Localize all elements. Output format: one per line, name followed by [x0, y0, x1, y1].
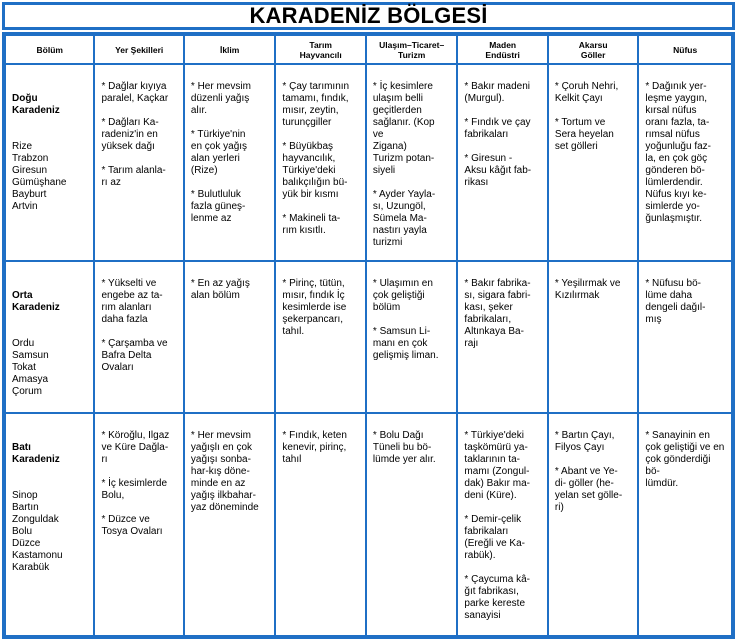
column-header-tarim: Tarım Hayvancılı: [275, 35, 365, 64]
page-title: KARADENİZ BÖLGESİ: [249, 3, 488, 28]
table-cell: [184, 261, 276, 413]
table-cell: [94, 64, 183, 261]
cell-text: * Fındık, keten kenevir, pirinç, tahıl: [282, 430, 347, 465]
cell-text: * Yükselti ve engebe az ta- rım alanları daha fazla * Çarşamba ve Bafra Delta Ovaları: [101, 278, 168, 373]
column-header-akarsu: Akarsu Göller: [548, 35, 638, 64]
region-cell: [5, 413, 94, 636]
table-cell: [184, 413, 276, 636]
cell-text: * Dağınık yer- leşme yaygın, kırsal nüfus oranı fazla, ta- rımsal nüfus yoğunluğu faz- la, en çok göç gönderen bö- lümlerdendir. Nüfus kıyı ke- simlerde yo- ğunlaşmıştır.: [645, 81, 711, 224]
region-cell: [5, 261, 94, 413]
cell-text: * Ulaşımın en çok geliştiği bölüm * Samsun Li- manı en çok gelişmiş liman.: [372, 278, 439, 361]
cell-text: * En az yağış alan bölüm: [190, 278, 250, 301]
cell-text: * Bakır madeni (Murgul). * Fındık ve çay fabrikaları * Giresun - Aksu kâğıt fab- rikası: [464, 81, 532, 188]
table-row: [5, 64, 732, 261]
table-row: [5, 261, 732, 413]
table-cell: [638, 413, 732, 636]
cell-text: * Bartın Çayı, Filyos Çayı * Abant ve Ye- di- göller (he- yelan set gölle- ri): [554, 430, 623, 513]
table-cell: [184, 64, 276, 261]
province-list: Rize Trabzon Giresun Gümüşhane Bayburt Artvin: [12, 141, 67, 212]
table-cell: [548, 413, 638, 636]
region-name: Orta Karadeniz: [12, 290, 60, 313]
cell-text: * Sanayinin en çok geliştiği ve en çok gönderdiği bö- lümdür.: [645, 430, 725, 489]
table-cell: [638, 64, 732, 261]
cell-text: * Çoruh Nehri, Kelkit Çayı * Tortum ve Sera heyelan set gölleri: [554, 81, 619, 152]
column-header-ulasim: Ulaşım–Ticaret– Turizm: [366, 35, 458, 64]
cell-text: * Yeşilırmak ve Kızılırmak: [554, 278, 621, 301]
table-row: [5, 413, 732, 636]
province-list: Ordu Samsun Tokat Amasya Çorum: [12, 338, 49, 397]
cell-text: * Köroğlu, Ilgaz ve Küre Dağla- rı * İç kesimlerde Bolu, * Düzce ve Tosya Ovaları: [101, 430, 170, 537]
table-cell: [457, 64, 547, 261]
region-cell: [5, 64, 94, 261]
table-cell: [275, 413, 365, 636]
cell-text: * Dağlar kıyıya paralel, Kaçkar * Dağları Ka- radeniz'in en yüksek dağı * Tarım alanla- rı az: [101, 81, 169, 188]
table-cell: [94, 413, 183, 636]
table-cell: [366, 64, 458, 261]
cell-text: * Türkiye'deki taşkömürü ya- taklarının ta- mamı (Zongul- dak) Bakır ma- deni (Küre). * Demir-çelik fabrikaları (Ereğli ve Ka- rabük). * Çaycuma kâ- ğıt fabrikası, parke kereste sanayisi: [464, 430, 530, 621]
table-cell: [275, 64, 365, 261]
column-header-iklim: İklim: [184, 35, 276, 64]
province-list: Sinop Bartın Zonguldak Bolu Düzce Kastamonu Karabük: [12, 490, 63, 573]
table-cell: [366, 413, 458, 636]
table-cell: [366, 261, 458, 413]
region-name: Batı Karadeniz: [12, 442, 60, 465]
header-row: [5, 35, 732, 64]
cell-text: * Her mevsim düzenli yağış alır. * Türkiye'nin en çok yağış alan yerleri (Rize) * Bulutluluk fazla güneş- lenme az: [190, 81, 251, 224]
table-cell: [275, 261, 365, 413]
column-header-yer-sekilleri: Yer Şekilleri: [94, 35, 183, 64]
cell-text: * Çay tarımının tamamı, fındık, mısır, zeytin, turunçgiller * Büyükbaş hayvancılık, Türkiye'deki balıkçılığın bü- yük bir kısmı * Makineli ta- rım kısıtlı.: [282, 81, 350, 236]
cell-text: * Her mevsim yağışlı en çok yağışı sonba- har-kış döne- minde en az yağış ilkbahar- yaz döneminde: [190, 430, 259, 513]
column-header-maden: Maden Endüstri: [457, 35, 547, 64]
column-header-bolum: Bölüm: [5, 35, 94, 64]
cell-text: * Nüfusu bö- lüme daha dengeli dağıl- mış: [645, 278, 706, 325]
table-cell: [457, 413, 547, 636]
table-cell: [94, 261, 183, 413]
table-cell: [457, 261, 547, 413]
table-cell: [548, 261, 638, 413]
title-banner: [2, 2, 735, 30]
table-cell: [638, 261, 732, 413]
table-cell: [548, 64, 638, 261]
document-frame: [2, 2, 735, 621]
cell-text: * Bakır fabrika- sı, sigara fabri- kası, şeker fabrikaları, Altınkaya Ba- rajı: [464, 278, 531, 349]
cell-text: * Pirinç, tütün, mısır, fındık İç kesimlerde ise şekerpancarı, tahıl.: [282, 278, 347, 337]
region-name: Doğu Karadeniz: [12, 93, 60, 116]
cell-text: * Bolu Dağı Tüneli bu bö- lümde yer alır.: [372, 430, 436, 465]
column-header-nufus: Nüfus: [638, 35, 732, 64]
region-table: [2, 32, 735, 639]
cell-text: * İç kesimlere ulaşım belli geçitlerden sağlanır. (Kop ve Zigana) Turizm potan- siyeli * Ayder Yayla- sı, Uzungöl, Sümela Ma- nastırı yayla turizmi: [372, 81, 436, 248]
